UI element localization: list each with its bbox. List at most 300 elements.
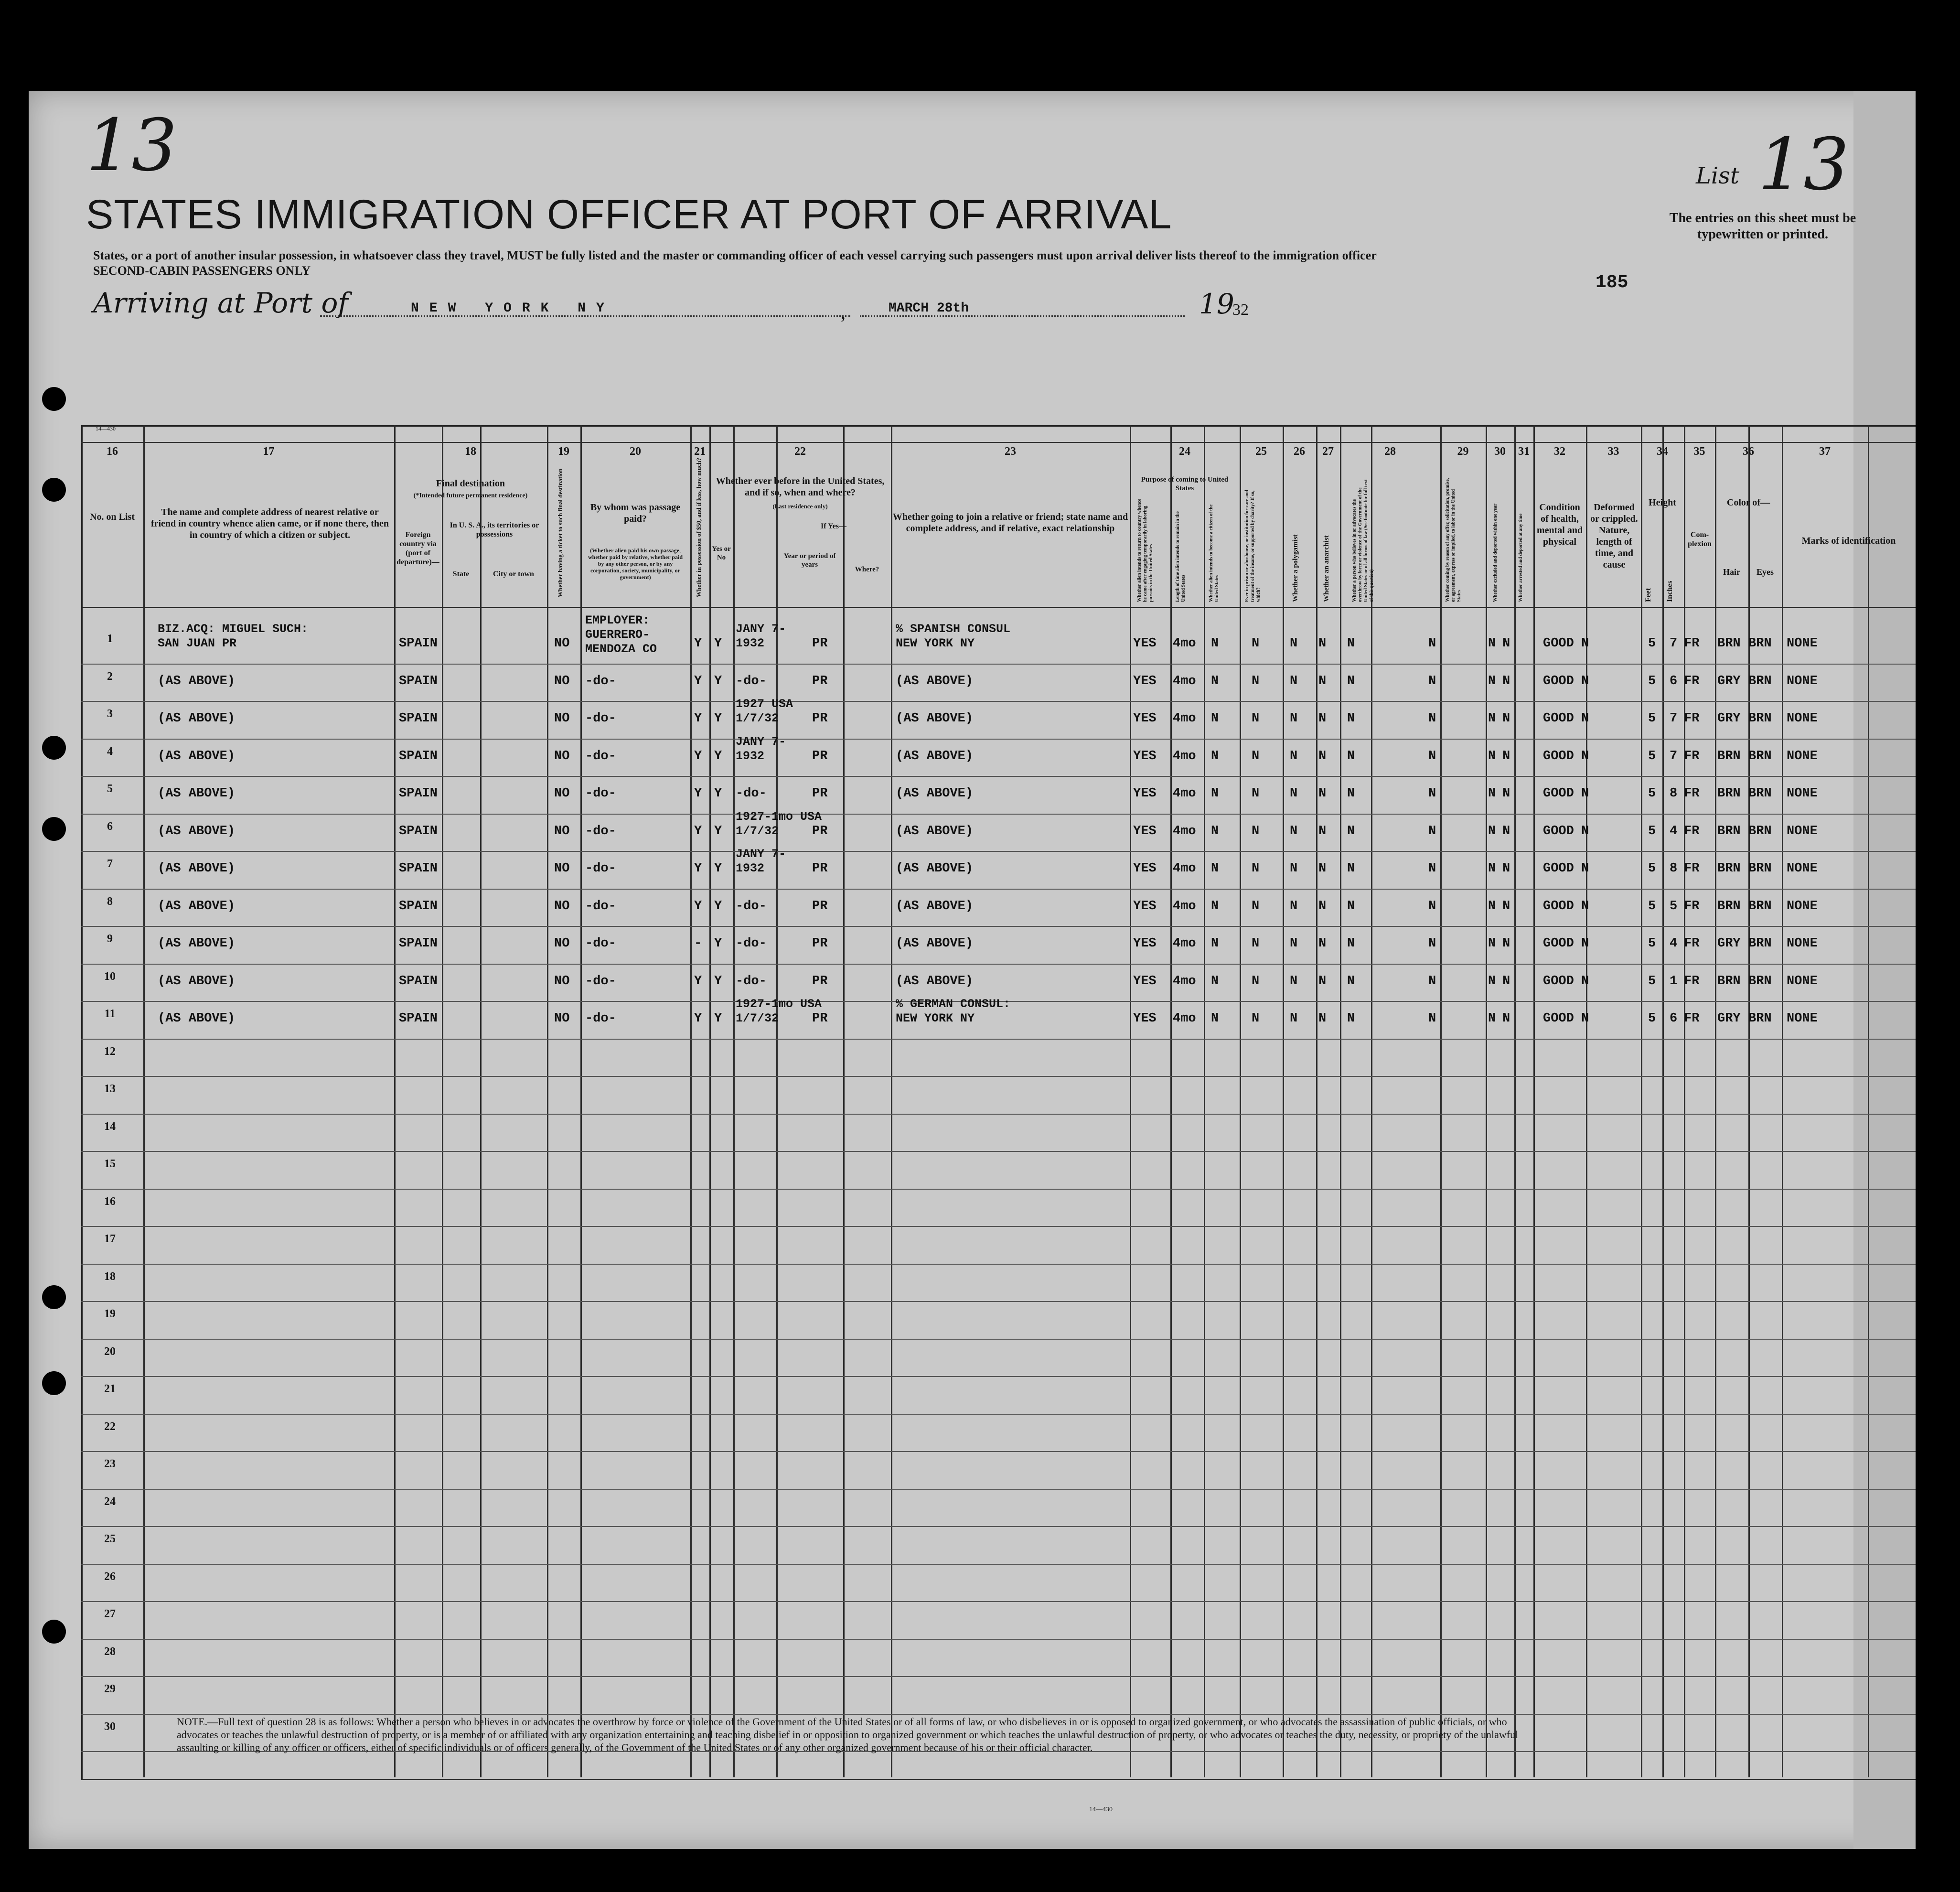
cell-ever-before-year: -do- <box>736 936 767 951</box>
punch-hole <box>42 478 66 502</box>
cell-q29: N <box>1428 974 1436 989</box>
cell-intends-citizen: N <box>1211 786 1219 801</box>
list-label: List <box>1696 162 1740 189</box>
cell-eyes: BRN <box>1748 749 1772 763</box>
colnum-18: 18 <box>465 445 476 458</box>
cell-polygamist: N <box>1290 899 1298 914</box>
colnum-31: 31 <box>1518 445 1530 458</box>
cell-marks: NONE <box>1787 749 1818 763</box>
cell-q31: N <box>1502 936 1510 951</box>
cell-eyes: BRN <box>1748 936 1772 951</box>
cell-eyes: BRN <box>1748 674 1772 688</box>
list-number: 13 <box>1758 123 1849 206</box>
cell-q31: N <box>1502 824 1510 838</box>
cell-deformed: N <box>1581 936 1589 951</box>
cell-anarchist: N <box>1318 936 1327 951</box>
cell-deformed: N <box>1581 861 1589 876</box>
cell-nearest-relative: (AS ABOVE) <box>158 786 236 801</box>
cell-intends-citizen: N <box>1211 674 1219 688</box>
heading-hair: Hair <box>1723 567 1740 577</box>
cell-height-inches: 7 <box>1670 636 1678 651</box>
cell-height-feet: 5 <box>1648 674 1656 688</box>
cell-purpose-return: YES <box>1133 861 1157 876</box>
comma: , <box>841 301 846 323</box>
cell-health: GOOD <box>1543 899 1574 914</box>
cell-ever-before-year: 1927 USA 1/7/32 <box>736 697 793 725</box>
cell-q30: N <box>1488 1011 1496 1026</box>
cell-q31: N <box>1502 974 1510 989</box>
cell-q28: N <box>1347 1011 1355 1026</box>
row-rule <box>81 964 1916 965</box>
cell-purpose-return: YES <box>1133 786 1157 801</box>
cell-ever-before-yes-no: Y <box>714 674 722 688</box>
cell-anarchist: N <box>1318 861 1327 876</box>
cell-nearest-relative: (AS ABOVE) <box>158 899 236 914</box>
cell-hair: BRN <box>1717 899 1741 914</box>
cell-anarchist: N <box>1318 749 1327 763</box>
cell-ticket: NO <box>554 711 570 726</box>
cell-marks: NONE <box>1787 636 1818 651</box>
cell-intends-citizen: N <box>1211 861 1219 876</box>
cell-complexion: FR <box>1684 674 1700 688</box>
cell-q30: N <box>1488 899 1496 914</box>
cell-height-feet: 5 <box>1648 899 1656 914</box>
heading-complexion: Com- plexion <box>1688 531 1712 548</box>
cell-passage-paid: -do- <box>585 974 616 989</box>
row-rule <box>81 1264 1916 1265</box>
cell-purpose-return: YES <box>1133 974 1157 989</box>
cell-prison: N <box>1252 936 1260 951</box>
cell-q29: N <box>1428 711 1436 726</box>
cell-eyes: BRN <box>1748 824 1772 838</box>
cell-q30: N <box>1488 786 1496 801</box>
heading-q31: Whether arrested and deported at any time <box>1518 513 1523 602</box>
cell-ever-before-yes-no: Y <box>714 786 722 801</box>
cell-ticket: NO <box>554 674 570 688</box>
column-number-rule <box>81 442 1916 443</box>
cell-intends-citizen: N <box>1211 974 1219 989</box>
cell-polygamist: N <box>1290 824 1298 838</box>
heading-marks: Marks of identification <box>1801 536 1896 546</box>
cell-anarchist: N <box>1318 1011 1327 1026</box>
cell-height-inches: 5 <box>1670 899 1678 914</box>
cell-prison: N <box>1252 1011 1260 1026</box>
cell-passage-paid: -do- <box>585 749 616 763</box>
cell-possession-50: Y <box>694 636 702 651</box>
heading-final-destination: Final destination <box>436 478 505 489</box>
cell-passage-paid: -do- <box>585 711 616 726</box>
entries-note: The entries on this sheet must be typewritten or printed. <box>1669 211 1856 242</box>
cell-q30: N <box>1488 861 1496 876</box>
cell-q28: N <box>1347 899 1355 914</box>
heading-ever-before: Whether ever before in the United States, and if so, when and where? <box>716 476 885 498</box>
heading-state: State <box>452 570 470 578</box>
cell-ever-before-yes-no: Y <box>714 974 722 989</box>
cell-health: GOOD <box>1543 861 1574 876</box>
cell-passage-paid: EMPLOYER: GUERRERO- MENDOZA CO <box>585 613 657 656</box>
manifest-sheet <box>29 91 1916 1849</box>
cell-purpose-return: YES <box>1133 749 1157 763</box>
cell-q30: N <box>1488 936 1496 951</box>
cell-ever-before-year: -do- <box>736 786 767 801</box>
cell-q29: N <box>1428 786 1436 801</box>
empty-row-number: 24 <box>104 1495 116 1508</box>
cell-row-number: 7 <box>107 858 113 870</box>
cell-height-inches: 1 <box>1670 974 1678 989</box>
heading-feet: Feet <box>1644 588 1652 602</box>
colnum-21: 21 <box>694 445 706 458</box>
heading-prison: Ever in prison or almshouse, or institution for care and treatment of the insane, or supported by charity? If so, which? <box>1244 490 1261 602</box>
empty-row-number: 28 <box>104 1645 116 1658</box>
cell-q30: N <box>1488 749 1496 763</box>
cell-ever-before-yes-no: Y <box>714 936 722 951</box>
row-rule <box>81 739 1916 740</box>
cell-ever-before-yes-no: Y <box>714 636 722 651</box>
cell-q29: N <box>1428 636 1436 651</box>
cell-ticket: NO <box>554 636 570 651</box>
colnum-33: 33 <box>1607 445 1619 458</box>
cell-ever-before-yes-no: Y <box>714 1011 722 1026</box>
punch-hole <box>42 1371 66 1395</box>
cell-ever-before-yes-no: Y <box>714 711 722 726</box>
cell-q28: N <box>1347 636 1355 651</box>
row-rule <box>81 1676 1916 1677</box>
cell-polygamist: N <box>1290 936 1298 951</box>
cell-complexion: FR <box>1684 749 1700 763</box>
colnum-34: 34 <box>1657 445 1668 458</box>
cabin-class-note: SECOND-CABIN PASSENGERS ONLY <box>93 264 311 278</box>
row-rule <box>81 1489 1916 1490</box>
cell-marks: NONE <box>1787 1011 1818 1026</box>
colnum-19: 19 <box>558 445 569 458</box>
cell-length-of-stay: 4mo <box>1173 711 1196 726</box>
cell-ever-before-where: PR <box>812 974 828 989</box>
punch-hole <box>42 736 66 760</box>
heading-q28: Whether a person who believes in or advocates the overthrow by force or violence of the Government of the United States or of all forms of law (See footnote for full text of this question) <box>1352 479 1374 602</box>
heading-deformed: Deformed or crippled. Nature, length of time, and cause <box>1590 502 1638 570</box>
cell-marks: NONE <box>1787 786 1818 801</box>
cell-q29: N <box>1428 1011 1436 1026</box>
heading-going-to-join: Whether going to join a relative or friend; state name and complete address, and if relative, exact relationship <box>892 512 1128 534</box>
heading-nearest-relative: The name and complete address of nearest relative or friend in country whence alien came, or if none there, then in country of which a citizen or subject. <box>150 507 389 540</box>
cell-foreign-country: SPAIN <box>399 1011 438 1026</box>
cell-complexion: FR <box>1684 711 1700 726</box>
cell-q29: N <box>1428 674 1436 688</box>
cell-ever-before-year: 1927-1mo USA 1/7/32 <box>736 997 822 1025</box>
cell-height-feet: 5 <box>1648 861 1656 876</box>
cell-eyes: BRN <box>1748 1011 1772 1026</box>
cell-polygamist: N <box>1290 974 1298 989</box>
row-rule <box>81 1301 1916 1302</box>
cell-passage-paid: -do- <box>585 936 616 951</box>
cell-eyes: BRN <box>1748 786 1772 801</box>
cell-going-to-join: % SPANISH CONSUL NEW YORK NY <box>896 622 1011 650</box>
row-rule <box>81 851 1916 852</box>
row-rule <box>81 1039 1916 1040</box>
row-rule <box>81 1076 1916 1077</box>
empty-row-number: 23 <box>104 1458 116 1470</box>
row-rule <box>81 1339 1916 1340</box>
cell-deformed: N <box>1581 1011 1589 1026</box>
heading-color-of: Color of— <box>1726 497 1770 508</box>
cell-ever-before-where: PR <box>812 636 828 651</box>
cell-purpose-return: YES <box>1133 1011 1157 1026</box>
cell-passage-paid: -do- <box>585 786 616 801</box>
colnum-27: 27 <box>1322 445 1334 458</box>
cell-going-to-join: (AS ABOVE) <box>896 749 974 763</box>
cell-length-of-stay: 4mo <box>1173 936 1196 951</box>
cell-q30: N <box>1488 636 1496 651</box>
footnote: NOTE.—Full text of question 28 is as follows: Whether a person who believes in or advocates the overthrow by force or violence of the Government of the United States or of all forms of law, or who disbelieves in or is opposed to organized government, or who advocates the assassination of public officials, or who advocates or teaches the unlawful destruction of property, or is a member of or affiliated with any organization entertaining and teaching disbelief in or opposition to organized government or which teaches the unlawful destruction of property, or who advocates or teaches the duty, necessity, or propriety of the unlawful assaulting or killing of any officer or officers, either of specific individuals or of officers generally, of the Government of the United States or of any other organized government because of his or their official character. <box>177 1716 1519 1753</box>
row-rule <box>81 1189 1916 1190</box>
cell-passage-paid: -do- <box>585 861 616 876</box>
empty-row-number: 22 <box>104 1420 116 1433</box>
cell-deformed: N <box>1581 974 1589 989</box>
row-rule <box>81 1601 1916 1602</box>
cell-ever-before-where: PR <box>812 711 828 726</box>
empty-row-number: 17 <box>104 1233 116 1245</box>
heading-purpose: Purpose of coming to United States <box>1141 476 1229 492</box>
cell-q28: N <box>1347 786 1355 801</box>
cell-nearest-relative: BIZ.ACQ: MIGUEL SUCH: SAN JUAN PR <box>158 622 309 650</box>
colnum-30: 30 <box>1494 445 1506 458</box>
cell-complexion: FR <box>1684 786 1700 801</box>
heading-condition: Condition of health, mental and physical <box>1536 502 1583 547</box>
cell-health: GOOD <box>1543 936 1574 951</box>
cell-prison: N <box>1252 636 1260 651</box>
cell-height-inches: 4 <box>1670 936 1678 951</box>
cell-possession-50: Y <box>694 1011 702 1026</box>
cell-purpose-return: YES <box>1133 636 1157 651</box>
cell-going-to-join: (AS ABOVE) <box>896 711 974 726</box>
empty-row-number: 15 <box>104 1158 116 1170</box>
cell-ticket: NO <box>554 824 570 838</box>
heading-anarchist: Whether an anarchist <box>1323 535 1330 602</box>
cell-nearest-relative: (AS ABOVE) <box>158 674 236 688</box>
heading-height: Height <box>1649 497 1676 508</box>
cell-passage-paid: -do- <box>585 674 616 688</box>
cell-q31: N <box>1502 899 1510 914</box>
cell-deformed: N <box>1581 786 1589 801</box>
empty-row-number: 21 <box>104 1383 116 1395</box>
cell-ever-before-year: -do- <box>736 974 767 989</box>
heading-ticket: Whether having a ticket to such final destination <box>557 468 564 597</box>
year-prefix: 19 <box>1199 288 1234 320</box>
cell-q31: N <box>1502 786 1510 801</box>
cell-q29: N <box>1428 936 1436 951</box>
cell-possession-50: Y <box>694 899 702 914</box>
cell-intends-citizen: N <box>1211 636 1219 651</box>
cell-going-to-join: % GERMAN CONSUL: NEW YORK NY <box>896 997 1011 1025</box>
cell-polygamist: N <box>1290 711 1298 726</box>
cell-intends-citizen: N <box>1211 936 1219 951</box>
cell-going-to-join: (AS ABOVE) <box>896 861 974 876</box>
cell-anarchist: N <box>1318 974 1327 989</box>
cell-possession-50: Y <box>694 749 702 763</box>
cell-foreign-country: SPAIN <box>399 899 438 914</box>
cell-marks: NONE <box>1787 899 1818 914</box>
cell-marks: NONE <box>1787 861 1818 876</box>
cell-complexion: FR <box>1684 899 1700 914</box>
cell-ever-before-where: PR <box>812 674 828 688</box>
row-rule <box>81 1414 1916 1415</box>
cell-deformed: N <box>1581 749 1589 763</box>
cell-anarchist: N <box>1318 899 1327 914</box>
cell-q30: N <box>1488 974 1496 989</box>
cell-anarchist: N <box>1318 824 1327 838</box>
row-rule <box>81 814 1916 815</box>
row-rule <box>81 1376 1916 1377</box>
cell-prison: N <box>1252 974 1260 989</box>
cell-height-feet: 5 <box>1648 636 1656 651</box>
cell-hair: GRY <box>1717 936 1741 951</box>
form-code-top: 14—430 <box>96 425 116 432</box>
footer-form-code: 14—430 <box>1089 1806 1113 1813</box>
cell-length-of-stay: 4mo <box>1173 636 1196 651</box>
cell-height-feet: 5 <box>1648 749 1656 763</box>
cell-length-of-stay: 4mo <box>1173 824 1196 838</box>
cell-q28: N <box>1347 674 1355 688</box>
cell-marks: NONE <box>1787 674 1818 688</box>
cell-height-feet: 5 <box>1648 824 1656 838</box>
cell-ever-before-where: PR <box>812 1011 828 1026</box>
cell-q29: N <box>1428 824 1436 838</box>
heading-q30: Whether excluded and deported within one year <box>1493 504 1498 602</box>
colnum-20: 20 <box>630 445 641 458</box>
cell-going-to-join: (AS ABOVE) <box>896 974 974 989</box>
cell-q30: N <box>1488 674 1496 688</box>
heading-yes-or-no: Yes or No <box>712 545 731 561</box>
cell-intends-citizen: N <box>1211 824 1219 838</box>
cell-ever-before-year: JANY 7- 1932 <box>736 847 786 875</box>
cell-going-to-join: (AS ABOVE) <box>896 899 974 914</box>
cell-going-to-join: (AS ABOVE) <box>896 936 974 951</box>
heading-in-usa: In U. S. A., its territories or possessions <box>450 521 539 538</box>
cell-marks: NONE <box>1787 711 1818 726</box>
row-rule <box>81 1226 1916 1227</box>
heading-if-yes: If Yes— <box>820 522 847 530</box>
punch-hole <box>42 817 66 841</box>
cell-prison: N <box>1252 861 1260 876</box>
cell-row-number: 3 <box>107 708 113 720</box>
cell-q31: N <box>1502 861 1510 876</box>
cell-eyes: BRN <box>1748 636 1772 651</box>
cell-height-feet: 5 <box>1648 1011 1656 1026</box>
cell-ever-before-yes-no: Y <box>714 824 722 838</box>
cell-ticket: NO <box>554 936 570 951</box>
cell-polygamist: N <box>1290 674 1298 688</box>
header-rule <box>81 607 1916 608</box>
colnum-24: 24 <box>1179 445 1190 458</box>
cell-hair: GRY <box>1717 1011 1741 1026</box>
colnum-35: 35 <box>1693 445 1705 458</box>
cell-health: GOOD <box>1543 1011 1574 1026</box>
cell-foreign-country: SPAIN <box>399 936 438 951</box>
cell-passage-paid: -do- <box>585 824 616 838</box>
cell-eyes: BRN <box>1748 861 1772 876</box>
row-rule <box>81 926 1916 927</box>
colnum-29: 29 <box>1457 445 1469 458</box>
cell-height-inches: 6 <box>1670 674 1678 688</box>
cell-ever-before-yes-no: Y <box>714 899 722 914</box>
heading-passage-paid: By whom was passage paid? <box>590 502 681 524</box>
row-rule <box>81 1451 1916 1452</box>
heading-final-destination-note: (*Intended future permanent residence) <box>413 492 528 499</box>
row-rule <box>81 664 1916 665</box>
cell-anarchist: N <box>1318 711 1327 726</box>
cell-possession-50: Y <box>694 711 702 726</box>
heading-passage-paid-note: (Whether alien paid his own passage, whether paid by relative, whether paid by any other person, or by any corporation, society, municipality, or government) <box>588 547 683 580</box>
year-suffix: 32 <box>1232 301 1249 319</box>
cell-polygamist: N <box>1290 861 1298 876</box>
empty-row-number: 25 <box>104 1533 116 1545</box>
cell-row-number: 2 <box>107 670 113 683</box>
cell-nearest-relative: (AS ABOVE) <box>158 1011 236 1026</box>
cell-health: GOOD <box>1543 749 1574 763</box>
cell-nearest-relative: (AS ABOVE) <box>158 974 236 989</box>
row-rule <box>81 1151 1916 1152</box>
row-rule <box>81 889 1916 890</box>
cell-deformed: N <box>1581 899 1589 914</box>
cell-row-number: 5 <box>107 783 113 795</box>
cell-q31: N <box>1502 749 1510 763</box>
empty-row-number: 18 <box>104 1270 116 1283</box>
page-subtitle: States, or a port of another insular possession, in whatsoever class they travel, MUST be fully listed and the master or commanding officer of each vessel carrying such passengers must upon arrival deliver lists thereof to the immigration officer <box>93 248 1377 262</box>
cell-possession-50: Y <box>694 674 702 688</box>
cell-ever-before-year: 1927-1mo USA 1/7/32 <box>736 809 822 838</box>
cell-nearest-relative: (AS ABOVE) <box>158 749 236 763</box>
cell-health: GOOD <box>1543 974 1574 989</box>
cell-foreign-country: SPAIN <box>399 674 438 688</box>
cell-q29: N <box>1428 749 1436 763</box>
empty-row-number: 20 <box>104 1345 116 1358</box>
colnum-28: 28 <box>1384 445 1396 458</box>
cell-deformed: N <box>1581 824 1589 838</box>
cell-polygamist: N <box>1290 1011 1298 1026</box>
cell-going-to-join: (AS ABOVE) <box>896 674 974 688</box>
page-title: STATES IMMIGRATION OFFICER AT PORT OF ARRIVAL <box>86 192 1172 237</box>
cell-ever-before-year: JANY 7- 1932 <box>736 622 786 650</box>
cell-ever-before-yes-no: Y <box>714 749 722 763</box>
cell-ever-before-where: PR <box>812 899 828 914</box>
cell-foreign-country: SPAIN <box>399 636 438 651</box>
cell-purpose-return: YES <box>1133 899 1157 914</box>
heading-no-on-list: No. on List <box>90 512 135 522</box>
cell-polygamist: N <box>1290 636 1298 651</box>
cell-foreign-country: SPAIN <box>399 974 438 989</box>
row-rule <box>81 701 1916 702</box>
arrival-date: MARCH 28th <box>889 301 969 316</box>
colnum-36: 36 <box>1743 445 1754 458</box>
cell-foreign-country: SPAIN <box>399 824 438 838</box>
cell-ticket: NO <box>554 899 570 914</box>
cell-q31: N <box>1502 636 1510 651</box>
cell-anarchist: N <box>1318 674 1327 688</box>
cell-row-number: 4 <box>107 745 113 758</box>
cell-hair: BRN <box>1717 749 1741 763</box>
cell-ticket: NO <box>554 749 570 763</box>
cell-q30: N <box>1488 711 1496 726</box>
port-name: NEW YORK NY <box>411 301 615 316</box>
cell-q31: N <box>1502 674 1510 688</box>
empty-row-number: 26 <box>104 1570 116 1583</box>
cell-health: GOOD <box>1543 824 1574 838</box>
cell-hair: BRN <box>1717 636 1741 651</box>
cell-q28: N <box>1347 749 1355 763</box>
heading-purpose-c: Whether alien intends to become a citizen of the United States <box>1209 504 1220 602</box>
colnum-25: 25 <box>1255 445 1267 458</box>
cell-deformed: N <box>1581 674 1589 688</box>
